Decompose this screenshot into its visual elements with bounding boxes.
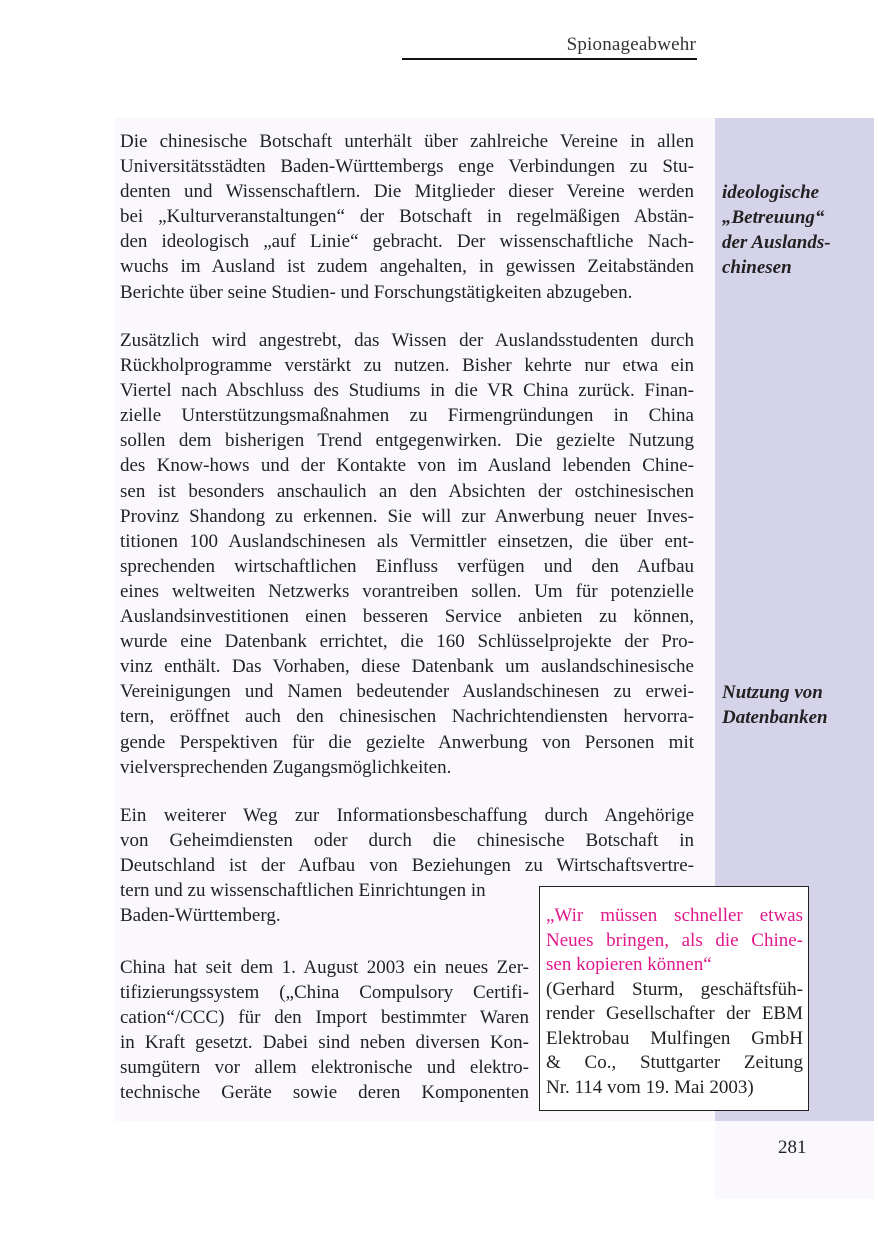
paragraph-line: sumgütern vor allem elektronische und elektro- bbox=[120, 1057, 529, 1079]
quote-text bbox=[546, 904, 803, 978]
margin-note-line: „Betreuung“ bbox=[722, 207, 825, 228]
header-rule bbox=[402, 58, 697, 60]
margin-note-line: Nutzung von bbox=[722, 682, 823, 703]
paragraph-line: sollen dem bisherigen Trend entgegenwirken. Die gezielte Nutzung bbox=[120, 430, 694, 452]
paragraph-line: gende Perspektiven für die gezielte Anwerbung von Personen mit bbox=[120, 731, 694, 753]
paragraph-line: Zusätzlich wird angestrebt, das Wissen der Auslandsstudenten durch bbox=[120, 330, 694, 351]
paragraph-line: tern und zu wissenschaftlichen Einrichtungen in bbox=[120, 880, 486, 902]
page-number: 281 bbox=[778, 1137, 807, 1158]
paragraph-line: den ideologisch „auf Linie“ gebracht. Der wissenschaftliche Nach- bbox=[120, 231, 694, 253]
paragraph-line: Viertel nach Abschluss des Studiums in die VR China zurück. Finan- bbox=[120, 380, 694, 402]
margin-note-line: chinesen bbox=[722, 257, 792, 278]
paragraph-line: technische Geräte sowie deren Komponenten bbox=[120, 1082, 529, 1104]
paragraph-line: sprechenden wirtschaftlichen Einfluss verfügen und den Aufbau bbox=[120, 555, 694, 577]
paragraph-line: Berichte über seine Studien- und Forschungstätigkeiten abzugeben. bbox=[120, 281, 633, 303]
paragraph-line: in Kraft gesetzt. Dabei sind neben diversen Kon- bbox=[120, 1032, 529, 1054]
paragraph-line: Ein weiterer Weg zur Informationsbeschaffung durch Angehörige bbox=[120, 805, 694, 826]
paragraph-line: cation“/CCC) für den Import bestimmter Waren bbox=[120, 1007, 529, 1029]
paragraph-line: Universitätsstädten Baden-Württembergs enge Verbindungen zu Stu- bbox=[120, 156, 694, 178]
source-line: Elektrobau Mulfingen GmbH bbox=[546, 1027, 803, 1049]
margin-note-line: der Auslands- bbox=[722, 232, 831, 253]
paragraph-4 bbox=[120, 955, 529, 1106]
quote-source bbox=[546, 978, 803, 1101]
source-line: render Gesellschafter der EBM bbox=[546, 1003, 803, 1024]
quote-box bbox=[539, 886, 809, 1111]
paragraph-line: Rückholprogramme verstärkt zu nutzen. Bisher kehrte nur etwa ein bbox=[120, 355, 694, 377]
paragraph-2 bbox=[120, 328, 694, 780]
paragraph-line: titionen 100 Auslandschinesen als Vermittler einsetzen, die über ent- bbox=[120, 530, 694, 552]
paragraph-line: von Geheimdiensten oder durch die chinesische Botschaft in bbox=[120, 830, 694, 852]
paragraph-line: Baden-Württemberg. bbox=[120, 905, 281, 927]
paragraph-line: Vereinigungen und Namen bedeutender Auslandschinesen zu erwei- bbox=[120, 681, 694, 703]
paragraph-line: Auslandsinvestitionen einen besseren Service anbieten zu können, bbox=[120, 606, 694, 628]
paragraph-line: Provinz Shandong zu erkennen. Sie will zur Anwerbung neuer Inves- bbox=[120, 505, 694, 527]
paragraph-1 bbox=[120, 129, 694, 305]
margin-note-line: Datenbanken bbox=[722, 707, 828, 728]
paragraph-line: vielversprechenden Zugangsmöglichkeiten. bbox=[120, 756, 452, 778]
quote-line: sen kopieren können“ bbox=[546, 954, 712, 975]
paragraph-line: Die chinesische Botschaft unterhält über zahlreiche Vereine in allen bbox=[120, 131, 694, 152]
page-number-background bbox=[715, 1121, 874, 1199]
paragraph-line: wuchs im Ausland ist zudem angehalten, in gewissen Zeitabständen bbox=[120, 256, 694, 278]
margin-note-ideological-care bbox=[722, 180, 831, 280]
margin-note-database-use bbox=[722, 680, 828, 730]
paragraph-line: eines weltweiten Netzwerks vorantreiben sollen. Um für potenzielle bbox=[120, 580, 694, 602]
paragraph-line: denten und Wissenschaftlern. Die Mitglieder dieser Vereine werden bbox=[120, 181, 694, 203]
paragraph-line: des Know-hows und der Kontakte von im Ausland lebenden Chine- bbox=[120, 455, 694, 477]
source-line: (Gerhard Sturm, geschäftsfüh- bbox=[546, 978, 803, 1000]
paragraph-line: China hat seit dem 1. August 2003 ein neues Zer- bbox=[120, 957, 529, 978]
paragraph-line: vinz enthält. Das Vorhaben, diese Datenbank um auslandschinesische bbox=[120, 656, 694, 678]
paragraph-line: tern, eröffnet auch den chinesischen Nachrichtendiensten hervorra- bbox=[120, 706, 694, 728]
running-header-title: Spionageabwehr bbox=[566, 34, 696, 55]
paragraph-line: tifizierungssystem („China Compulsory Certifi- bbox=[120, 982, 529, 1004]
source-line: Nr. 114 vom 19. Mai 2003) bbox=[546, 1076, 754, 1098]
paragraph-line: wurde eine Datenbank errichtet, die 160 Schlüsselprojekte der Pro- bbox=[120, 631, 694, 653]
paragraph-line: Deutschland ist der Aufbau von Beziehungen zu Wirtschaftsvertre- bbox=[120, 855, 694, 877]
quote-line: Neues bringen, als die Chine- bbox=[546, 929, 803, 951]
source-line: & Co., Stuttgarter Zeitung bbox=[546, 1052, 803, 1073]
margin-note-line: ideologische bbox=[722, 182, 820, 203]
quote-line: „Wir müssen schneller etwas bbox=[546, 905, 803, 926]
paragraph-line: zielle Unterstützungsmaßnahmen zu Firmengründungen in China bbox=[120, 405, 694, 427]
paragraph-line: bei „Kulturveranstaltungen“ der Botschaft in regelmäßigen Abstän- bbox=[120, 206, 694, 228]
paragraph-line: sen ist besonders anschaulich an den Absichten der ostchinesischen bbox=[120, 480, 694, 502]
